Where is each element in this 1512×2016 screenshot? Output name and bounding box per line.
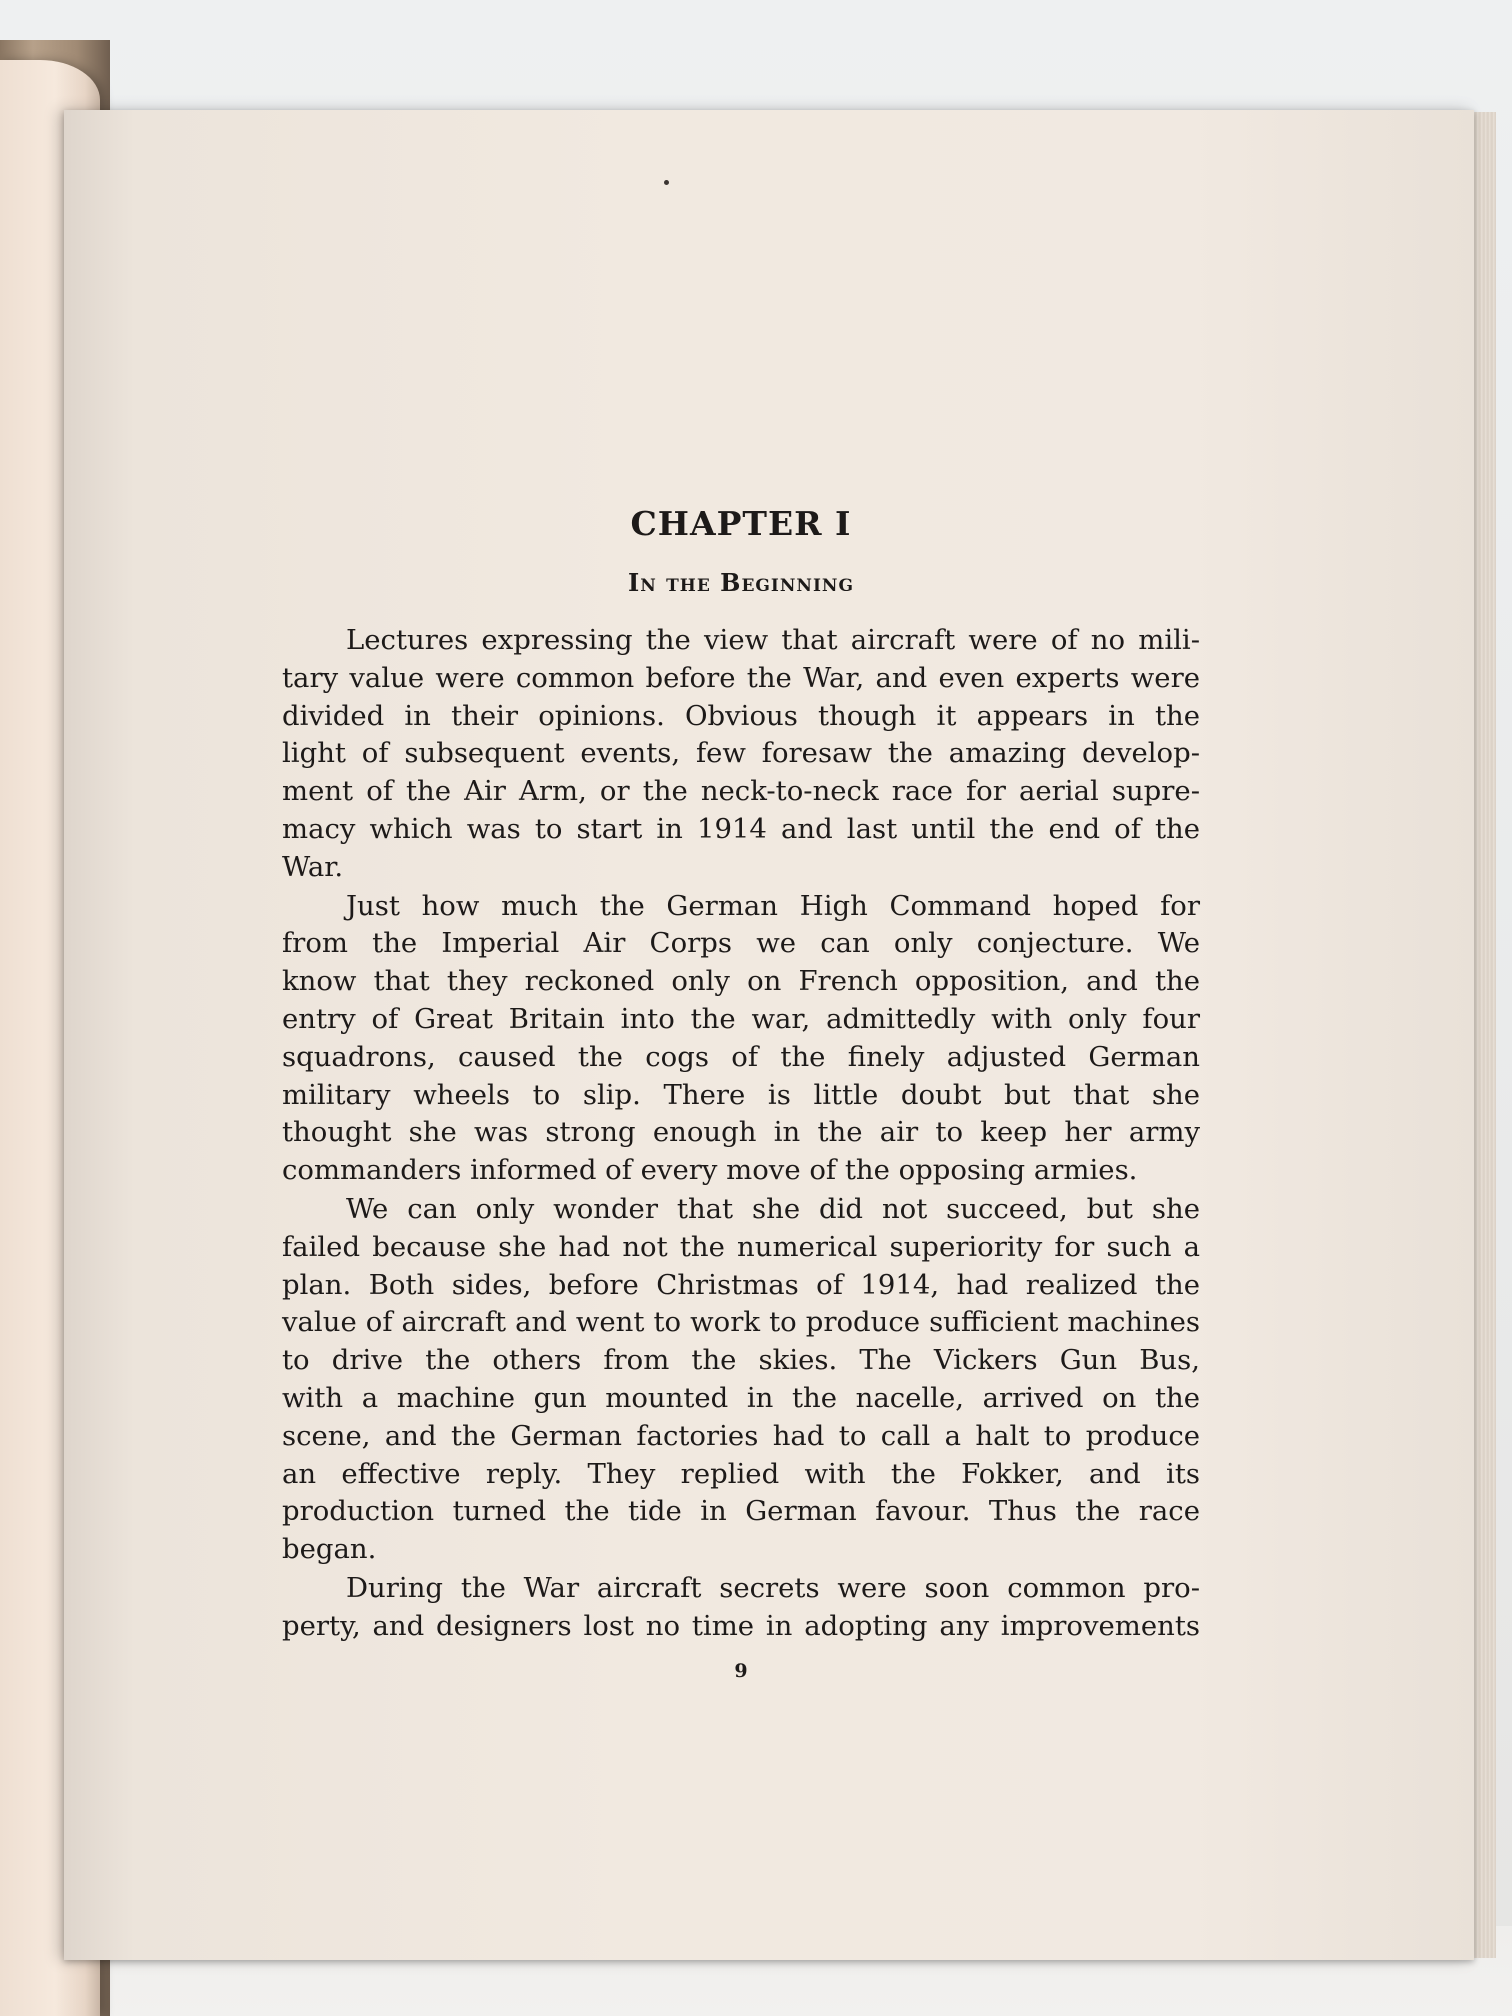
page-number: 9 [734, 1660, 748, 1682]
text-line: perty, and designers lost no time in adopting any improvements [282, 1609, 1200, 1642]
text-line: commanders informed of every move of the opposing armies. [282, 1154, 1138, 1187]
text-line: Just how much the German High Command hoped for [346, 889, 1200, 922]
text-line: During the War aircraft secrets were soon common pro- [346, 1571, 1200, 1604]
text-line: Lectures expressing the view that aircraft were of no mili- [346, 624, 1200, 656]
text-line: plan. Both sides, before Christmas of 1914, had realized the [282, 1268, 1200, 1301]
paragraph [282, 1570, 1200, 1646]
text-line: macy which was to start in 1914 and last until the end of the [282, 812, 1200, 845]
text-line: We can only wonder that she did not succeed, but she [346, 1192, 1200, 1225]
chapter-subtitle: In the Beginning [628, 568, 854, 597]
text-line: to drive the others from the skies. The Vickers Gun Bus, [282, 1344, 1200, 1377]
paragraph [282, 888, 1200, 1190]
chapter-title: CHAPTER I [630, 504, 852, 543]
text-line: failed because she had not the numerical superiority for such a [282, 1230, 1200, 1263]
text-line: divided in their opinions. Obvious though it appears in the [282, 699, 1200, 732]
ink-speck [664, 180, 669, 185]
text-line: tary value were common before the War, and even experts were [282, 661, 1200, 694]
text-line: value of aircraft and went to work to produce sufficient machines [282, 1306, 1200, 1339]
text-line: an effective reply. They replied with the Fokker, and its [282, 1457, 1200, 1490]
text-line: production turned the tide in German favour. Thus the race [282, 1495, 1200, 1528]
text-line: scene, and the German factories had to call a halt to produce [282, 1419, 1200, 1452]
body-text [282, 622, 1200, 1646]
text-line: know that they reckoned only on French opposition, and the [282, 965, 1200, 998]
text-line: with a machine gun mounted in the nacelle, arrived on the [282, 1381, 1200, 1414]
text-line: light of subsequent events, few foresaw the amazing develop- [282, 737, 1200, 770]
paragraph [282, 1191, 1200, 1569]
text-line: from the Imperial Air Corps we can only conjecture. We [282, 927, 1200, 960]
text-line: thought she was strong enough in the air to keep her army [282, 1116, 1200, 1149]
paragraph [282, 622, 1200, 887]
text-line: military wheels to slip. There is little doubt but that she [282, 1078, 1200, 1111]
text-line: War. [282, 850, 344, 883]
text-line: entry of Great Britain into the war, admittedly with only four [282, 1002, 1200, 1035]
text-line: began. [282, 1533, 377, 1566]
text-line: squadrons, caused the cogs of the finely adjusted German [282, 1040, 1200, 1073]
text-line: ment of the Air Arm, or the neck-to-neck race for aerial supre- [282, 775, 1200, 808]
page-stack-edge [1474, 112, 1496, 1958]
